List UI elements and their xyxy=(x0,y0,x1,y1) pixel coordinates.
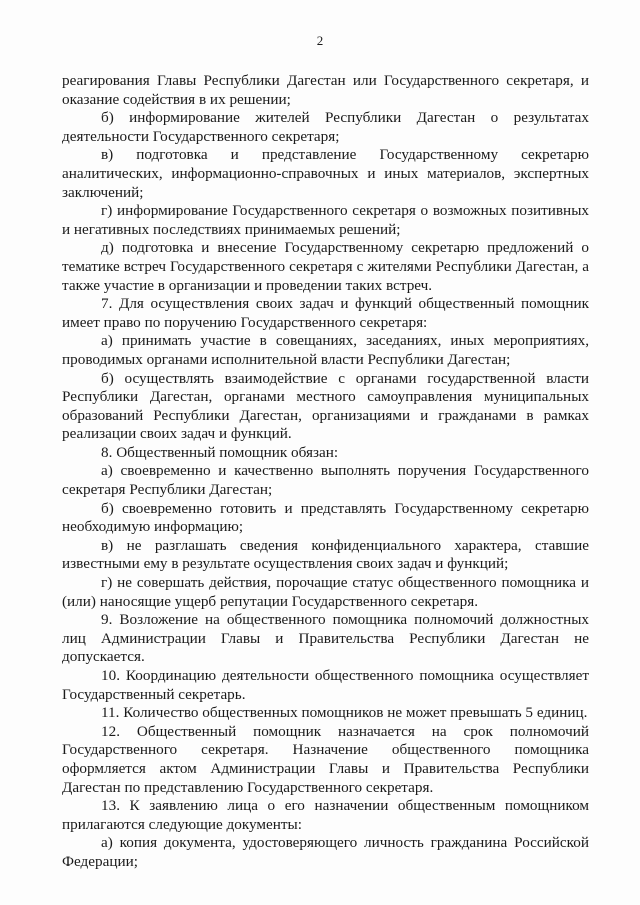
paragraph: 11. Количество общественных помощников не может превышать 5 единиц. xyxy=(101,704,588,722)
paragraph: 8. Общественный помощник обязан: xyxy=(101,443,339,461)
paragraph: б) осуществлять взаимодействие с органами государственной власти Республики Дагестан, органами местного самоуправления муниципальных образований Республики Дагестан, организациями и гражданами в рамках реализации своих задач и функций. xyxy=(62,369,589,443)
document-body xyxy=(62,72,589,872)
paragraph: 9. Возложение на общественного помощника полномочий должностных лиц Администрации Главы и Правительства Республики Дагестан не допускается. xyxy=(62,611,589,666)
paragraph: а) копия документа, удостоверяющего личность гражданина Российской Федерации; xyxy=(62,834,589,870)
paragraph: б) информирование жителей Республики Дагестан о результатах деятельности Государственного секретаря; xyxy=(62,109,589,145)
paragraph: а) своевременно и качественно выполнять поручения Государственного секретаря Республики Дагестан; xyxy=(62,462,589,499)
paragraph: 13. К заявлению лица о его назначении общественным помощником прилагаются следующие документы: xyxy=(62,797,589,833)
paragraph: д) подготовка и внесение Государственному секретарю предложений о тематике встреч Государственного секретаря с жителями Республики Дагестан, а также участие в организации и проведении таких встреч. xyxy=(62,239,589,294)
paragraph: а) принимать участие в совещаниях, заседаниях, иных мероприятиях, проводимых органами исполнительной власти Республики Дагестан; xyxy=(62,332,589,368)
paragraph: 7. Для осуществления своих задач и функций общественный помощник имеет право по поручению Государственного секретаря: xyxy=(62,295,589,331)
paragraph: г) не совершать действия, порочащие статус общественного помощника и (или) наносящие ущерб репутации Государственного секретаря. xyxy=(62,574,589,610)
paragraph: б) своевременно готовить и представлять Государственному секретарю необходимую информацию; xyxy=(62,499,589,536)
paragraph: 10. Координацию деятельности общественного помощника осуществляет Государственный секретарь. xyxy=(62,667,589,703)
paragraph: в) подготовка и представление Государственному секретарю аналитических, информационно-справочных и иных материалов, экспертных заключений; xyxy=(62,146,589,201)
paragraph: 12. Общественный помощник назначается на срок полномочий Государственного секретаря. Назначение общественного помощника оформляется актом Администрации Главы и Правительства Республики Дагестан по представлению Государственного секретаря. xyxy=(62,722,589,796)
paragraph: в) не разглашать сведения конфиденциального характера, ставшие известными ему в результате осуществления своих задач и функций; xyxy=(62,536,589,573)
paragraph: реагирования Главы Республики Дагестан или Государственного секретаря, и оказание содействия в их решении; xyxy=(62,72,589,108)
page-number: 2 xyxy=(316,33,324,48)
paragraph: г) информирование Государственного секретаря о возможных позитивных и негативных последствиях принимаемых решений; xyxy=(62,202,589,238)
